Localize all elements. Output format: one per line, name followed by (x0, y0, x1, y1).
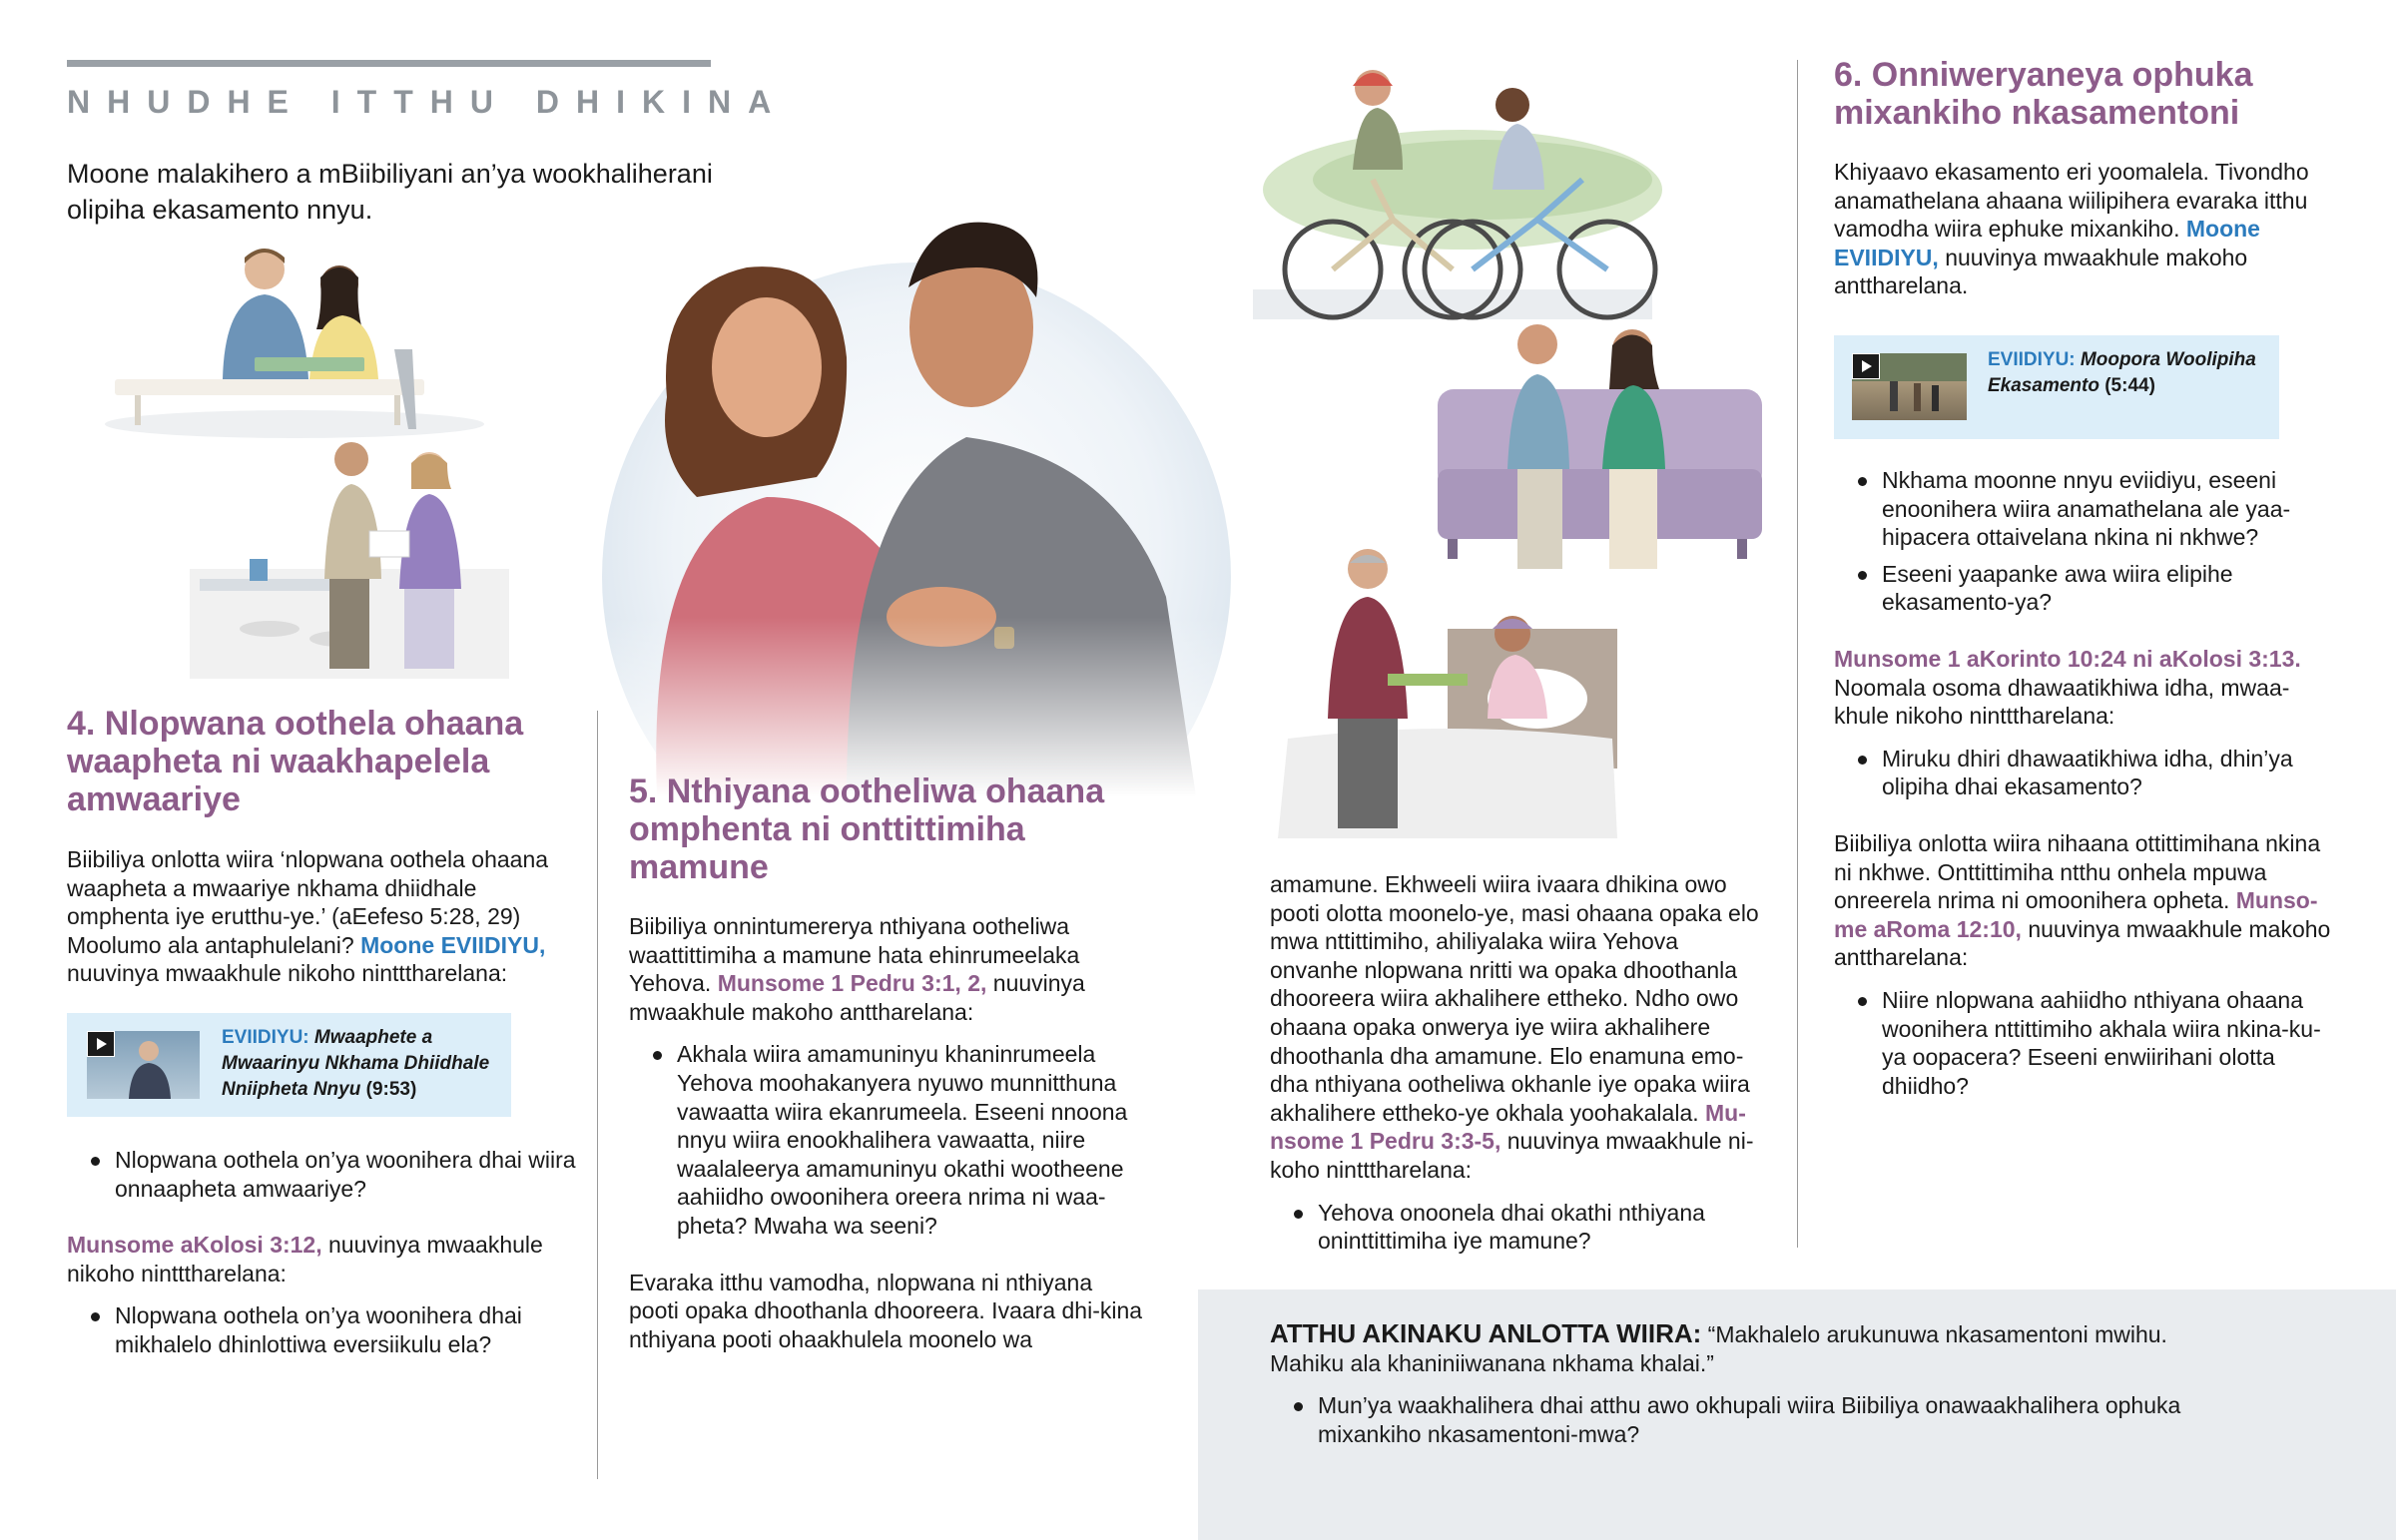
question-item: Nkhama moonne nnyu eviidiyu, eseeni enoonihera wiira anamathelana ale yaa-hipacera ottaivelana nkina ni nkhwe? (1834, 466, 2338, 552)
section-6-paragraph (1834, 158, 2338, 300)
section-5-paragraph-3 (1270, 870, 1759, 1185)
question-item: Nlopwana oothela on’ya woonihera dhai wiira onnaapheta amwaariye? (67, 1146, 576, 1203)
cycling-couple-illustration (1253, 60, 1667, 339)
section-label: NHUDHE ITTHU DHIKINA (67, 84, 789, 120)
section-6 (1834, 56, 2338, 300)
intro-text: Moone malakihero a mBiibiliyani an’ya wookhaliherani olipiha ekasamento nnyu. (67, 159, 713, 225)
video-caption (1988, 347, 2267, 399)
video-title: Moopora Woolipiha Ekasamento (1988, 349, 2256, 396)
caring-husband-illustration (1268, 539, 1627, 848)
video-title: Mwaaphete a Mwaarinyu Nkhama Dhiidhale Nniipheta Nnyu (222, 1027, 490, 1100)
section-4-heading: 4. Nlopwana oothela ohaana waapheta ni waakhapelela amwaariye (67, 705, 524, 818)
section-5-continued (1270, 870, 1759, 1256)
scripture-ref[interactable]: Munsome aKolosi 3:12, (67, 1232, 322, 1259)
section-4-video-link[interactable]: Moone EVIIDIYU, (360, 931, 546, 958)
section-4-para-b: nuuvinya mwaakhule nikoho nintttharelana: (67, 960, 508, 987)
scripture-ref[interactable]: Munsome 1 Pedru 3:1, 2, (717, 970, 987, 997)
video-caption (222, 1025, 501, 1103)
section-6-video-link[interactable]: Moone EVIIDIYU, (1834, 216, 2260, 270)
others-say-box (1198, 1289, 2396, 1540)
section-6-read (1834, 645, 2338, 731)
section-6-video-card[interactable] (1834, 335, 2279, 439)
section-4-questions (67, 1146, 576, 1359)
video-label: EVIIDIYU: (1988, 349, 2076, 370)
question-item: Miruku dhiri dhawaatikhiwa idha, dhin’ya olipiha dhai ekasamento? (1834, 745, 2338, 801)
section-4-para-a: Biibiliya onlotta wiira ‘nlopwana oothela ohaana waapheta a mwaariye nkhama dhiidhale omphenta iye erutthu-ye.’ (aEefeso 5:28, 29) Moolumo ala antaphulelani? (67, 846, 549, 958)
question-item: Akhala wiira amamuninyu khaninrumeela Yehova moohakanyera nyuwo munnitthuna vawaatta wiira ekanrumeela. Eseeni nnoona nnyu wiira enookhalihera vawaatta, niire waalaleerya amamuninyu okathi wootheene aahiidho owoonihera oreera nrima ni waa-pheta? Mwaha wa seeni? (629, 1040, 1148, 1240)
couple-kitchen-illustration (190, 439, 519, 679)
scripture-ref[interactable]: Munso-me aRoma 12:10, (1834, 887, 2318, 942)
section-4-paragraph (67, 845, 576, 988)
video-label: EVIIDIYU: (222, 1027, 309, 1048)
section-6-body (1834, 466, 2338, 1100)
section-6-para-3a: Biibiliya onlotta wiira nihaana ottittimihana nkina ni nkhwe. Onttittimiha ntthu onhela mpuwa onreerela nrima ni omoonihera opheta. (1834, 829, 2321, 914)
others-say-lead: ATTHU AKINAKU ANLOTTA WIIRA: (1270, 1318, 1702, 1348)
section-4-video-card[interactable] (67, 1013, 511, 1117)
others-say-text (1270, 1319, 2188, 1448)
section-5-para-3b: nuuvinya mwaakhule ni-koho nintttharelana: (1270, 1128, 1754, 1183)
section-5-para-a: Biibiliya onnintumererya nthiyana ootheliwa waattittimiha a mamune hata ehinrumeelaka Yehova. (629, 913, 1080, 997)
section-4-read-rest: nuuvinya mwaakhule nikoho nintttharelana: (67, 1232, 543, 1286)
video-duration: (9:53) (365, 1079, 417, 1100)
play-icon[interactable] (87, 1031, 115, 1057)
section-4-read (67, 1231, 576, 1287)
section-rule (67, 60, 711, 67)
section-5-heading: 5. Nthiyana ootheliwa ohaana omphenta ni onttittimiha mamune (629, 772, 1105, 886)
question-item: Mun’ya waakhalihera dhai atthu awo okhupali wiira Biibiliya onawaakhalihera ophuka mixankiho nkasamentoni-mwa? (1270, 1391, 2188, 1448)
scripture-ref[interactable]: Munsome 1 aKorinto 10:24 ni aKolosi 3:13. (1834, 645, 2301, 672)
section-6-para-b: nuuvinya mwaakhule makoho anttharelana. (1834, 244, 2248, 299)
others-say-quote (1270, 1319, 2188, 1377)
section-6-para-3b: nuuvinya mwaakhule makoho anttharelana: (1834, 915, 2331, 971)
scripture-ref[interactable]: Mu-nsome 1 Pedru 3:3-5, (1270, 1099, 1746, 1155)
column-divider-3 (1797, 60, 1798, 1248)
section-6-para-2: Noomala osoma dhawaatikhiwa idha, mwaa-khule nikoho nintttharelana: (1834, 674, 2290, 730)
question-item: Eseeni yaapanke awa wiira elipihe ekasamento-ya? (1834, 560, 2338, 617)
section-5-paragraph-2: Evaraka itthu vamodha, nlopwana ni nthiyana pooti opaka dhoothanla dhooreera. Ivaara dhi-kina nthiyana pooti ohaakhulela moonelo wa (629, 1269, 1143, 1352)
couple-holding-hands-illustration (597, 198, 1234, 796)
couple-studying-illustration (95, 240, 484, 439)
video-duration: (5:44) (2104, 375, 2155, 396)
others-say-quote-text: “Makhalelo arukunuwa nkasamentoni mwihu. Mahiku ala khaniniiwanana nkhama khalai.” (1270, 1321, 2167, 1376)
play-icon[interactable] (1852, 353, 1880, 379)
section-4 (67, 705, 576, 1011)
question-item: Nlopwana oothela on’ya woonihera dhai mikhalelo dhinlottiwa eversiikulu ela? (67, 1301, 576, 1358)
column-divider-1 (597, 711, 598, 1479)
section-5-para-3a: amamune. Ekhweeli wiira ivaara dhikina owo pooti olotta moonelo-ye, masi ohaana opaka elo mwa nttittimiho, ahiliyalaka wiira Yehova onvanhe nlopwana nritti wa opaka dhoothanla dhooreera wiira akhalihere ettheko. Ndho owo ohaana opaka onwerya iye wiira akhalihere dhoothanla dha amamune. Elo enamuna emo-dha nthiyana ootheliwa okhanle iye opaka wiira akhalihere ettheko-ye okhala yoohakalala. (1270, 871, 1759, 1126)
section-6-paragraph-3 (1834, 829, 2338, 972)
section-5-para-b: nuuvinya mwaakhule makoho anttharelana: (629, 970, 1085, 1025)
section-5-paragraph (629, 912, 1148, 1026)
question-item: Yehova onoonela dhai okathi nthiyana oninttittimiha iye mamune? (1270, 1199, 1759, 1256)
section-6-para-a: Khiyaavo ekasamento eri yoomalela. Tivondho anamathelana ahaana wiilipihera evaraka itthu vamodha wiira ephuke mixankiho. (1834, 159, 2309, 243)
section-6-heading: 6. Onniweryaneya ophuka mixankiho nkasamentoni (1834, 56, 2253, 132)
section-5 (629, 772, 1148, 1353)
question-item: Niire nlopwana aahiidho nthiyana ohaana woonihera nttittimiho akhala wiira nkina-ku-ya oopacera? Eseeni enwiirihani olotta dhiidho? (1834, 986, 2338, 1100)
